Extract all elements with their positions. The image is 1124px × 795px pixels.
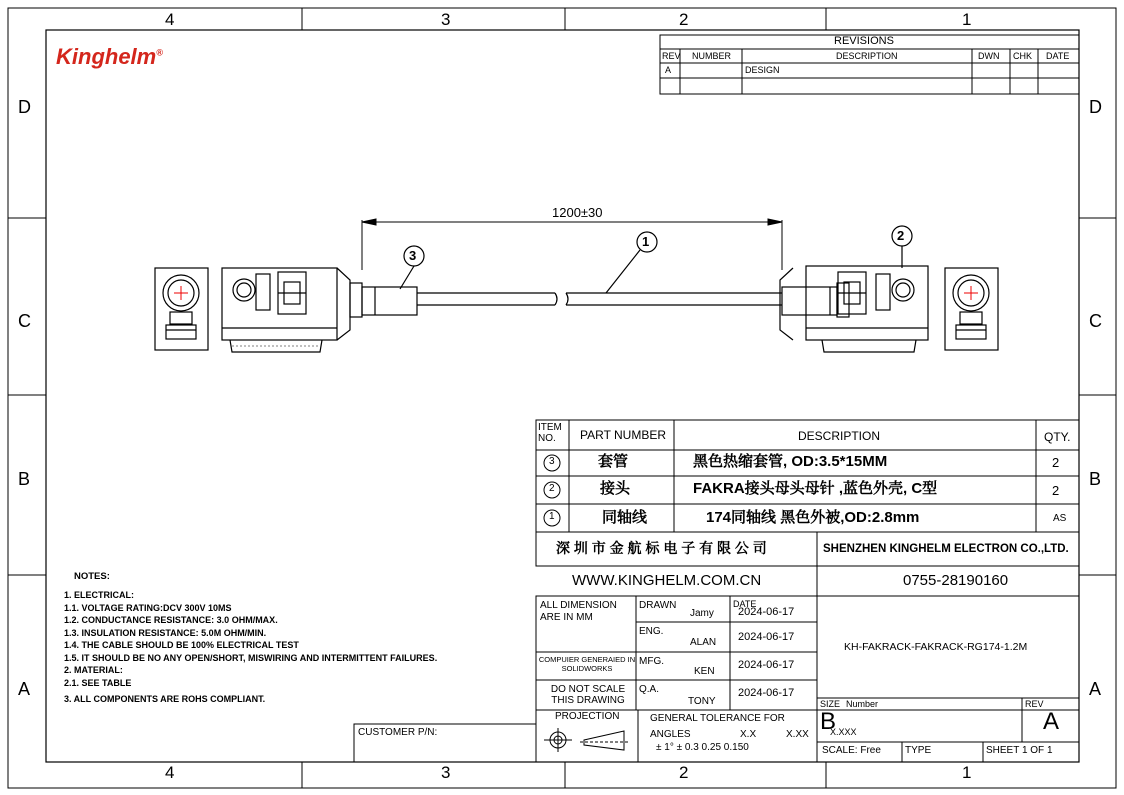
eng-by: ALAN <box>690 637 717 648</box>
brand-logo: Kinghelm® <box>56 44 163 69</box>
balloon-1: 1 <box>642 234 650 249</box>
bom-row-2-part: 接头 <box>600 480 631 497</box>
note-line: 1.5. IT SHOULD BE NO ANY OPEN/SHORT, MISWIRING AND INTERMITTENT FAILURES. <box>64 652 438 663</box>
bom-row-2-item: 2 <box>549 483 555 494</box>
rev-row-rev: A <box>665 65 672 75</box>
note-line: 1.1. VOLTAGE RATING:DCV 300V 10MS <box>64 602 232 613</box>
generated-note: COMPUIER GENERAIED IN SOLIDWORKS <box>538 655 636 673</box>
mfg-label: MFG. <box>639 656 664 667</box>
customer-pn-label: CUSTOMER P/N: <box>358 727 438 738</box>
rev-header-description: DESCRIPTION <box>836 51 898 61</box>
company-name-en: SHENZHEN KINGHELM ELECTRON CO.,LTD. <box>823 543 1069 555</box>
rev-header-chk: CHK <box>1013 51 1033 61</box>
note-line: 1.2. CONDUCTANCE RESISTANCE: 3.0 OHM/MAX. <box>64 615 278 625</box>
bom-header-qty: QTY. <box>1044 430 1071 444</box>
zone-bottom-2: 2 <box>679 763 689 782</box>
zone-top-1: 1 <box>962 10 972 29</box>
notes-title: NOTES: <box>74 571 110 582</box>
eng-date: 2024-06-17 <box>738 631 795 643</box>
zone-bottom-4: 4 <box>165 763 175 782</box>
tolerance-title: GENERAL TOLERANCE FOR <box>650 713 785 724</box>
length-dimension: 1200±30 <box>552 205 603 220</box>
rev-header-number: NUMBER <box>692 51 732 61</box>
bom-header-part: PART NUMBER <box>580 428 667 442</box>
do-not-scale-note: DO NOT SCALE THIS DRAWING <box>550 684 626 706</box>
qa-date: 2024-06-17 <box>738 687 795 699</box>
qa-by: TONY <box>688 696 716 707</box>
projection-label: PROJECTION <box>555 711 620 722</box>
bom-row-1-qty: AS <box>1053 513 1067 524</box>
balloon-2: 2 <box>897 228 905 243</box>
rev-row-description: DESIGN <box>745 65 780 75</box>
note-line: 1. ELECTRICAL: <box>64 590 135 600</box>
number-label: Number <box>846 699 879 709</box>
mfg-date: 2024-06-17 <box>738 659 795 671</box>
bom-row-3-qty: 2 <box>1052 455 1060 470</box>
note-line: 1.4. THE CABLE SHOULD BE 100% ELECTRICAL TEST <box>64 640 299 650</box>
zone-bottom-3: 3 <box>441 763 451 782</box>
bom-row-1-description: 174同轴线 黑色外被,OD:2.8mm <box>706 509 920 526</box>
bom-header-description: DESCRIPTION <box>798 429 881 443</box>
zone-top-3: 3 <box>441 10 451 29</box>
revisions-title: REVISIONS <box>834 35 894 47</box>
tolerance-xx: X.X <box>740 729 757 740</box>
drawn-date: 2024-06-17 <box>738 606 795 618</box>
balloon-3: 3 <box>409 248 417 263</box>
eng-label: ENG. <box>639 626 664 637</box>
part-number: KH-FAKRACK-FAKRACK-RG174-1.2M <box>844 641 1028 653</box>
zone-left-a: A <box>18 679 31 699</box>
bom-row-2-description: FAKRA接头母头母针 ,蓝色外壳, C型 <box>693 480 938 497</box>
zone-right-d: D <box>1089 97 1102 117</box>
bom-row-2-qty: 2 <box>1052 483 1060 498</box>
zone-right-a: A <box>1089 679 1102 699</box>
size-label: SIZE <box>820 699 841 709</box>
zone-top-2: 2 <box>679 10 689 29</box>
zone-left-d: D <box>18 97 31 117</box>
bom-row-3-part: 套管 <box>598 453 629 470</box>
company-website: WWW.KINGHELM.COM.CN <box>572 572 762 589</box>
zone-bottom-1: 1 <box>962 763 972 782</box>
zone-left-c: C <box>18 311 31 331</box>
revision-letter: A <box>1043 708 1060 735</box>
sheet-label: SHEET 1 OF 1 <box>986 745 1053 756</box>
tolerance-angles: ANGLES <box>650 729 691 740</box>
note-line: 3. ALL COMPONENTS ARE ROHS COMPLIANT. <box>64 694 266 704</box>
note-line: 1.3. INSULATION RESISTANCE: 5.0M OHM/MIN. <box>64 627 267 638</box>
zone-right-b: B <box>1089 469 1102 489</box>
zone-top-4: 4 <box>165 10 175 29</box>
bom-row-1-item: 1 <box>549 511 555 522</box>
scale-label: SCALE: Free <box>822 745 881 756</box>
bom-header-item: ITEM NO. <box>538 422 562 444</box>
rev-label: REV <box>1025 699 1044 709</box>
zone-left-b: B <box>18 469 31 489</box>
type-label: TYPE <box>905 745 932 756</box>
rev-header-rev: REV <box>662 51 681 61</box>
bom-row-3-description: 黑色热缩套管, OD:3.5*15MM <box>693 453 888 470</box>
dimension-note: ALL DIMENSION ARE IN MM <box>540 600 617 623</box>
rev-header-dwn: DWN <box>978 51 1000 61</box>
bom-row-3-item: 3 <box>549 456 555 467</box>
company-phone: 0755-28190160 <box>903 572 1009 589</box>
mfg-by: KEN <box>694 666 715 677</box>
qa-label: Q.A. <box>639 684 660 695</box>
tolerance-values: ± 1° ± 0.3 0.25 0.150 <box>656 742 749 753</box>
note-line: 2. MATERIAL: <box>64 665 123 675</box>
tolerance-xxx: X.XX <box>786 729 809 740</box>
drawn-by: Jamy <box>690 608 714 619</box>
date-label: DATE <box>733 599 757 609</box>
bom-row-1-part: 同轴线 <box>602 509 648 526</box>
note-line: 2.1. SEE TABLE <box>64 677 132 688</box>
notes-list <box>64 589 437 706</box>
zone-right-c: C <box>1089 311 1102 331</box>
drawn-label: DRAWN <box>639 600 677 611</box>
rev-header-date: DATE <box>1046 51 1070 61</box>
drawing-number: X.XXX <box>830 727 857 737</box>
company-name-cn: 深 圳 市 金 航 标 电 子 有 限 公 司 <box>556 540 767 556</box>
sheet-size: B <box>820 708 837 735</box>
